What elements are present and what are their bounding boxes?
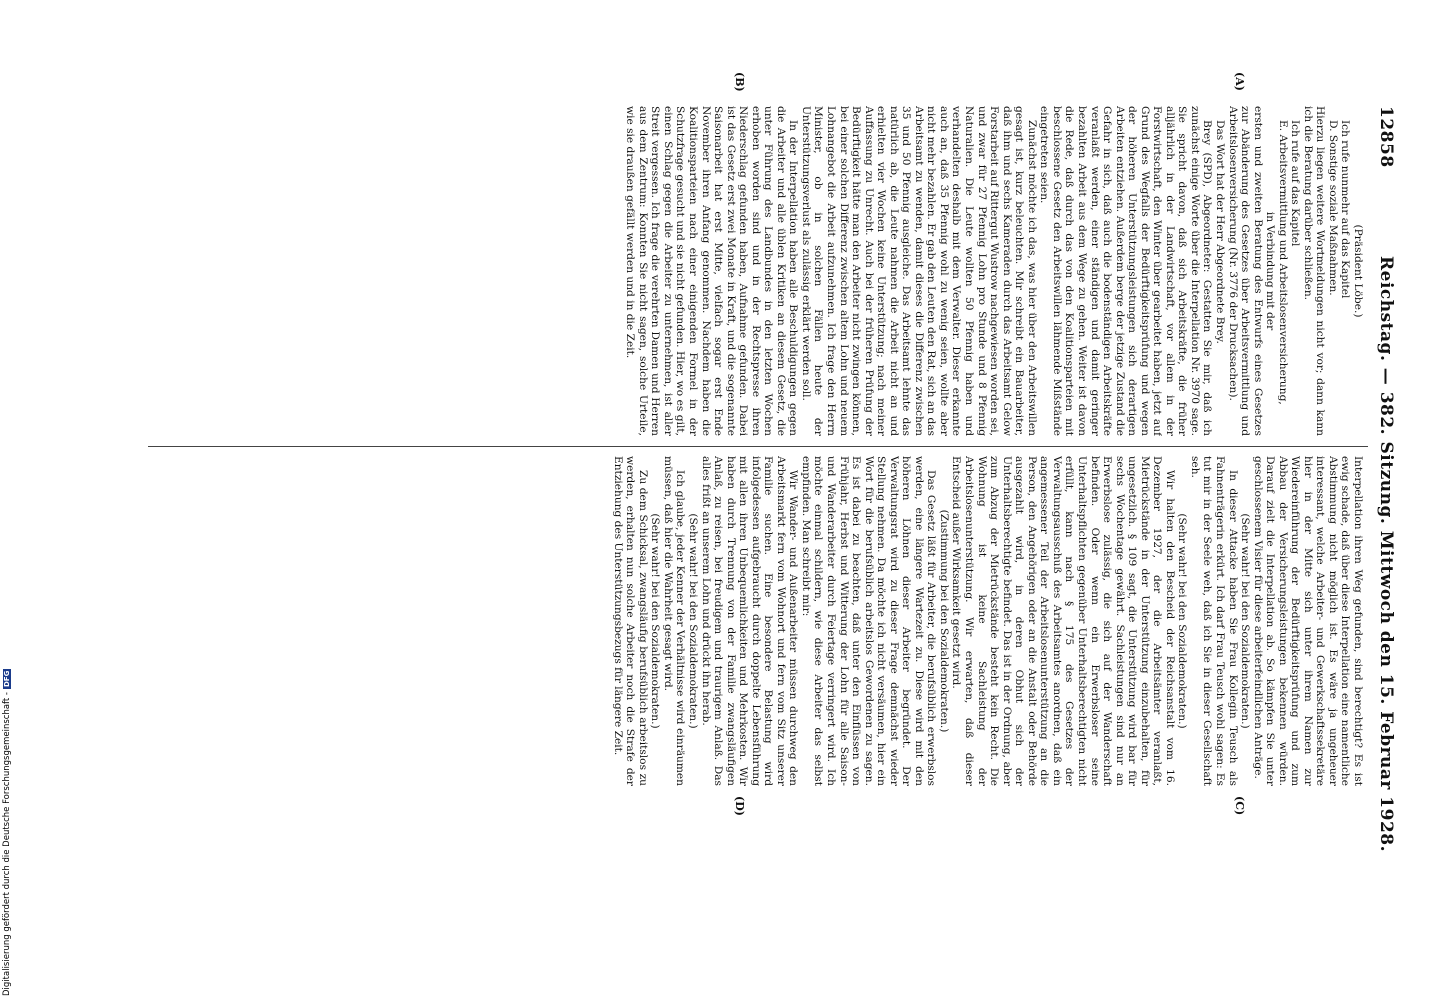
col1-paragraph: Ich rufe auf das Kapitel [1289,120,1302,247]
col1-paragraph: E. Arbeitsvermittlung und Arbeitslosenversicherung, [1276,120,1289,405]
digitization-credit [2,0,16,996]
col2-paragraph: (Sehr wahr! bei den Sozialdemokraten.) [687,513,700,729]
col1-paragraph: ersten und zweiten Beratung des Entwurfs eines Gesetzes zur Abänderung des Gesetzes über Arbeitsvermittlung und Arbeitslosenversicherung (Nr. 3776 der Drucksachen). [1226,106,1264,436]
col2-paragraph: Zu dem Schicksal, zwangsläufig berufsüblich arbeitslos zu werden, erhalten nun solche Arbeiter noch die Strafe der Entziehung des Unterstützungsbezugs für längere Zeit. [611,456,649,786]
col2-paragraph: Wir halten den Bescheid der Reichsanstalt vom 16. Dezember 1927, der die Arbeitsämter veranlaßt, Mietrückstände in der Unterstützung einzubehalten, für ungesetzlich. § 109 sagt, die Unterstützung wird bar für sechs Wochentage gewährt. Sachleistungen sind nur an Erwerbslose zulässig, die sich auf der Wanderschaft befinden. Oder wenn ein Erwerbsloser seine Unterhaltspflichten gegenüber Unterhaltsberechtigten nicht erfüllt, kann nach § 175 des Gesetzes der Verwaltungsausschuß des Arbeitsamtes anordnen, daß ein angemessener Teil der Arbeitslosenunterstützung an die Person, den Angehörigen oder an die Anstalt oder Behörde ausgezahlt wird, in deren Obhut sich der Unterhaltsberechtigte befindet. Das ist in der Ordnung, aber zum Abzug der Mietrückstände besteht kein Recht. Die Wohnung ist keine Sachleistung der Arbeitslosenunterstützung. Wir erwarten, daß dieser Entscheid außer Wirksamkeit gesetzt wird. [950,456,1176,786]
col2-paragraph: Interpellation ihren Weg gefunden, sind berechtigt? Es ist ewig schade, daß über diese Interpellation eine namentliche Abstimmung nicht möglich ist. Es wäre ja ungeheuer interessant, welche Arbeiter- und Gewerkschaftssekretäre hier in der Mitte sich unter ihrem Namen zur Wiedereinführung der Bedürftigkeitsprüfung und zum Abbau der Versicherungsleistungen bekennen würden. Darauf zielt die Interpellation ab. So kämpfen Sie unter geschlossenem Visier für diese arbeiterfeindlichen Anträge. [1251,456,1364,786]
text-column-left [154,106,1364,436]
col2-paragraph: Ich glaube, jeder Kenner der Verhältnisse wird einräumen müssen, daß hier die Wahrheit gesagt wird. [661,456,687,786]
col1-paragraph: D. Sonstige soziale Maßnahmen. [1326,120,1339,296]
text-column-right [154,456,1364,786]
col1-paragraph: Brey (SPD), Abgeordneter: Gestatten Sie mir, daß ich zunächst einige Worte über die Interpellation Nr. 3970 sage. Sie spricht davon, daß sich Arbeitskräfte, die früher alljährlich in der Landwirtschaft, vor allem in der Forstwirtschaft, den Winter über gearbeitet haben, jetzt auf Grund des Wegfalls der Bedürftigkeitsprüfung und wegen der höheren Unterstützungsleistungen sich derartigen Arbeiten entziehen. Außerdem berge der jetzige Zustand die Gefahr in sich, daß auch die bodenständigen Arbeitskräfte veranlaßt werden, einer ständigen und damit geringer bezahlten Arbeit aus dem Wege zu gehen. Weiter ist davon die Rede, daß durch das von den Koalitionsparteien mit beschlossene Gesetz den Arbeitswillen lähmende Mißstände eingetreten seien. [1038,106,1214,436]
col1-paragraph: Ich rufe nunmehr auf das Kapitel [1339,120,1352,299]
col1-paragraph: Hierzu liegen weitere Wortmeldungen nicht vor; dann kann ich die Beratung darüber schließen. [1301,106,1327,436]
page-header [1370,106,1396,951]
margin-mark-d: (D) [733,796,746,816]
credit-text: Digitalisierung gefördert durch die Deutsche Forschungsgemeinschaft - [2,692,12,996]
margin-mark-c: (C) [1233,796,1246,816]
col1-paragraph: in Verbindung mit der [1264,211,1277,331]
margin-mark-a: (A) [1233,72,1246,91]
col1-paragraph: (Präsident Löbe.) [1352,224,1364,318]
col1-paragraph: Das Wort hat der Herr Abgeordnete Brey. [1213,120,1226,344]
dfg-logo: DFG [3,670,11,688]
col1-paragraph: Zunächst möchte ich das, was hier über den Arbeitswillen gesagt ist, kurz beleuchten. Mir schreibt ein Bauarbeiter, daß ihm und sechs Kameraden durch das Arbeitsamt Gelow Forstarbeit auf Rittergut Wustrow nachgewiesen worden sei, und zwar für 27 Pfennig Lohn pro Stunde und 8 Pfennig Naturalien. Die Leute wollten 50 Pfennig haben und verhandelten deshalb mit dem Verwalter. Dieser erkannte auch an, daß 35 Pfennig wohl zu wenig seien, wollte aber nicht mehr bezahlen. Er gab den Leuten den Rat, sich an das Arbeitsamt zu wenden, damit dieses die Differenz zwischen 35 und 50 Pfennig ausgleiche. Das Arbeitsamt lehnte das natürlich ab, die Leute nahmen die Arbeit nicht an und erhielten vier Wochen keine Unterstützung; nach meiner Auffassung zu Unrecht. Auch bei der früheren Prüfung der Bedürftigkeit hätte man den Arbeiter nicht zwingen können, bei einer solchen Differenz zwischen altem Lohn und neuem Lohnangebot die Arbeit aufzunehmen. Ich frage den Herrn Minister, ob in solchen Fällen heute der Unterstützungsverlust als zulässig erklärt werden soll. [799,106,1038,436]
col2-paragraph: In dieser Attacke haben Sie Frau Kollegin Teusch als Fahnenträgerin erkürt. Ich darf Frau Teusch wohl sagen: Es tut mir in der Seele weh, daß ich Sie in dieser Gesellschaft seh. [1188,456,1239,786]
margin-mark-b: (B) [733,72,746,92]
col2-paragraph: Wir Wander- und Außenarbeiter müssen durchweg den Arbeitsmarkt fern vom Wohnort und fern vom Sitz unserer Familie suchen. Eine besondere Belastung wird infolgedessen aufgebraucht durch doppelte Lebensführung mit allen ihren Unbequemlichkeiten und Mehrkosten. Wir haben durch Trennung von der Familie zwangsläufigen Anlaß, zu reisen, bei freudigem und traurigem Anlaß. Das alles frißt an unserem Lohn und drückt ihn herab. [699,456,800,786]
running-title: Reichstag. — 382. Sitzung. Mittwoch den 15. Februar 1928. [1376,256,1396,853]
rotated-document [136,72,1396,951]
col2-paragraph: Das Gesetz läßt für Arbeiter, die berufsüblich erwerbslos werden, eine längere Wartezeit zu. Diese wird mit den höheren Löhnen dieser Arbeiter begründet. Der Verwaltungsrat wird zu dieser Frage demnächst wieder Stellung nehmen. Da möchte ich nicht versäumen, hier ein Wort für die berufsüblich arbeitslos Gewordenen zu sagen. Es ist dabei zu beachten, daß unter den Einflüssen von Frühjahr, Herbst und Witterung der Lohn für alle Saison- und Wanderarbeiter durch Feiertage verringert wird. Ich möchte einmal schildern, wie diese Arbeiter das selbst empfinden. Man schreibt mir: [799,456,938,786]
col2-paragraph: (Sehr wahr! bei den Sozialdemokraten.) [649,513,662,729]
col2-paragraph: (Zustimmung bei den Sozialdemokraten.) [937,509,950,733]
col2-paragraph: (Sehr wahr! bei den Sozialdemokraten.) [1239,513,1252,729]
page-number: 12858 [1376,106,1396,168]
col1-paragraph: In der Interpellation haben alle Beschuldigungen gegen die Arbeiter und alle üblen Kritiken an diesem Gesetz, die unter Führung des Landbundes in den letzten Wochen erhoben worden sind und in der Rechtspresse ihren Niederschlag gefunden haben, Aufnahme gefunden. Dabei ist das Gesetz erst zwei Monate in Kraft, und die sogenannte Saisonarbeit hat erst Mitte, vielfach sogar erst Ende November ihren Anfang genommen. Nachdem haben die Koalitionsparteien nach einer einigenden Formel in der Schutzfrage gesucht und sie nicht gefunden. Hier, wo es gilt, einen Schlag gegen die Arbeiter zu unternehmen, ist aller Streit vergessen. Ich frage die verehrten Damen und Herren aus dem Zentrum: Konnten Sie nicht sagen, solche Urteile, wie sie draußen gefällt werden und in die Zeit. [624,106,800,436]
column-divider [148,446,1368,447]
col2-paragraph: (Sehr wahr! bei den Sozialdemokraten.) [1176,513,1189,729]
